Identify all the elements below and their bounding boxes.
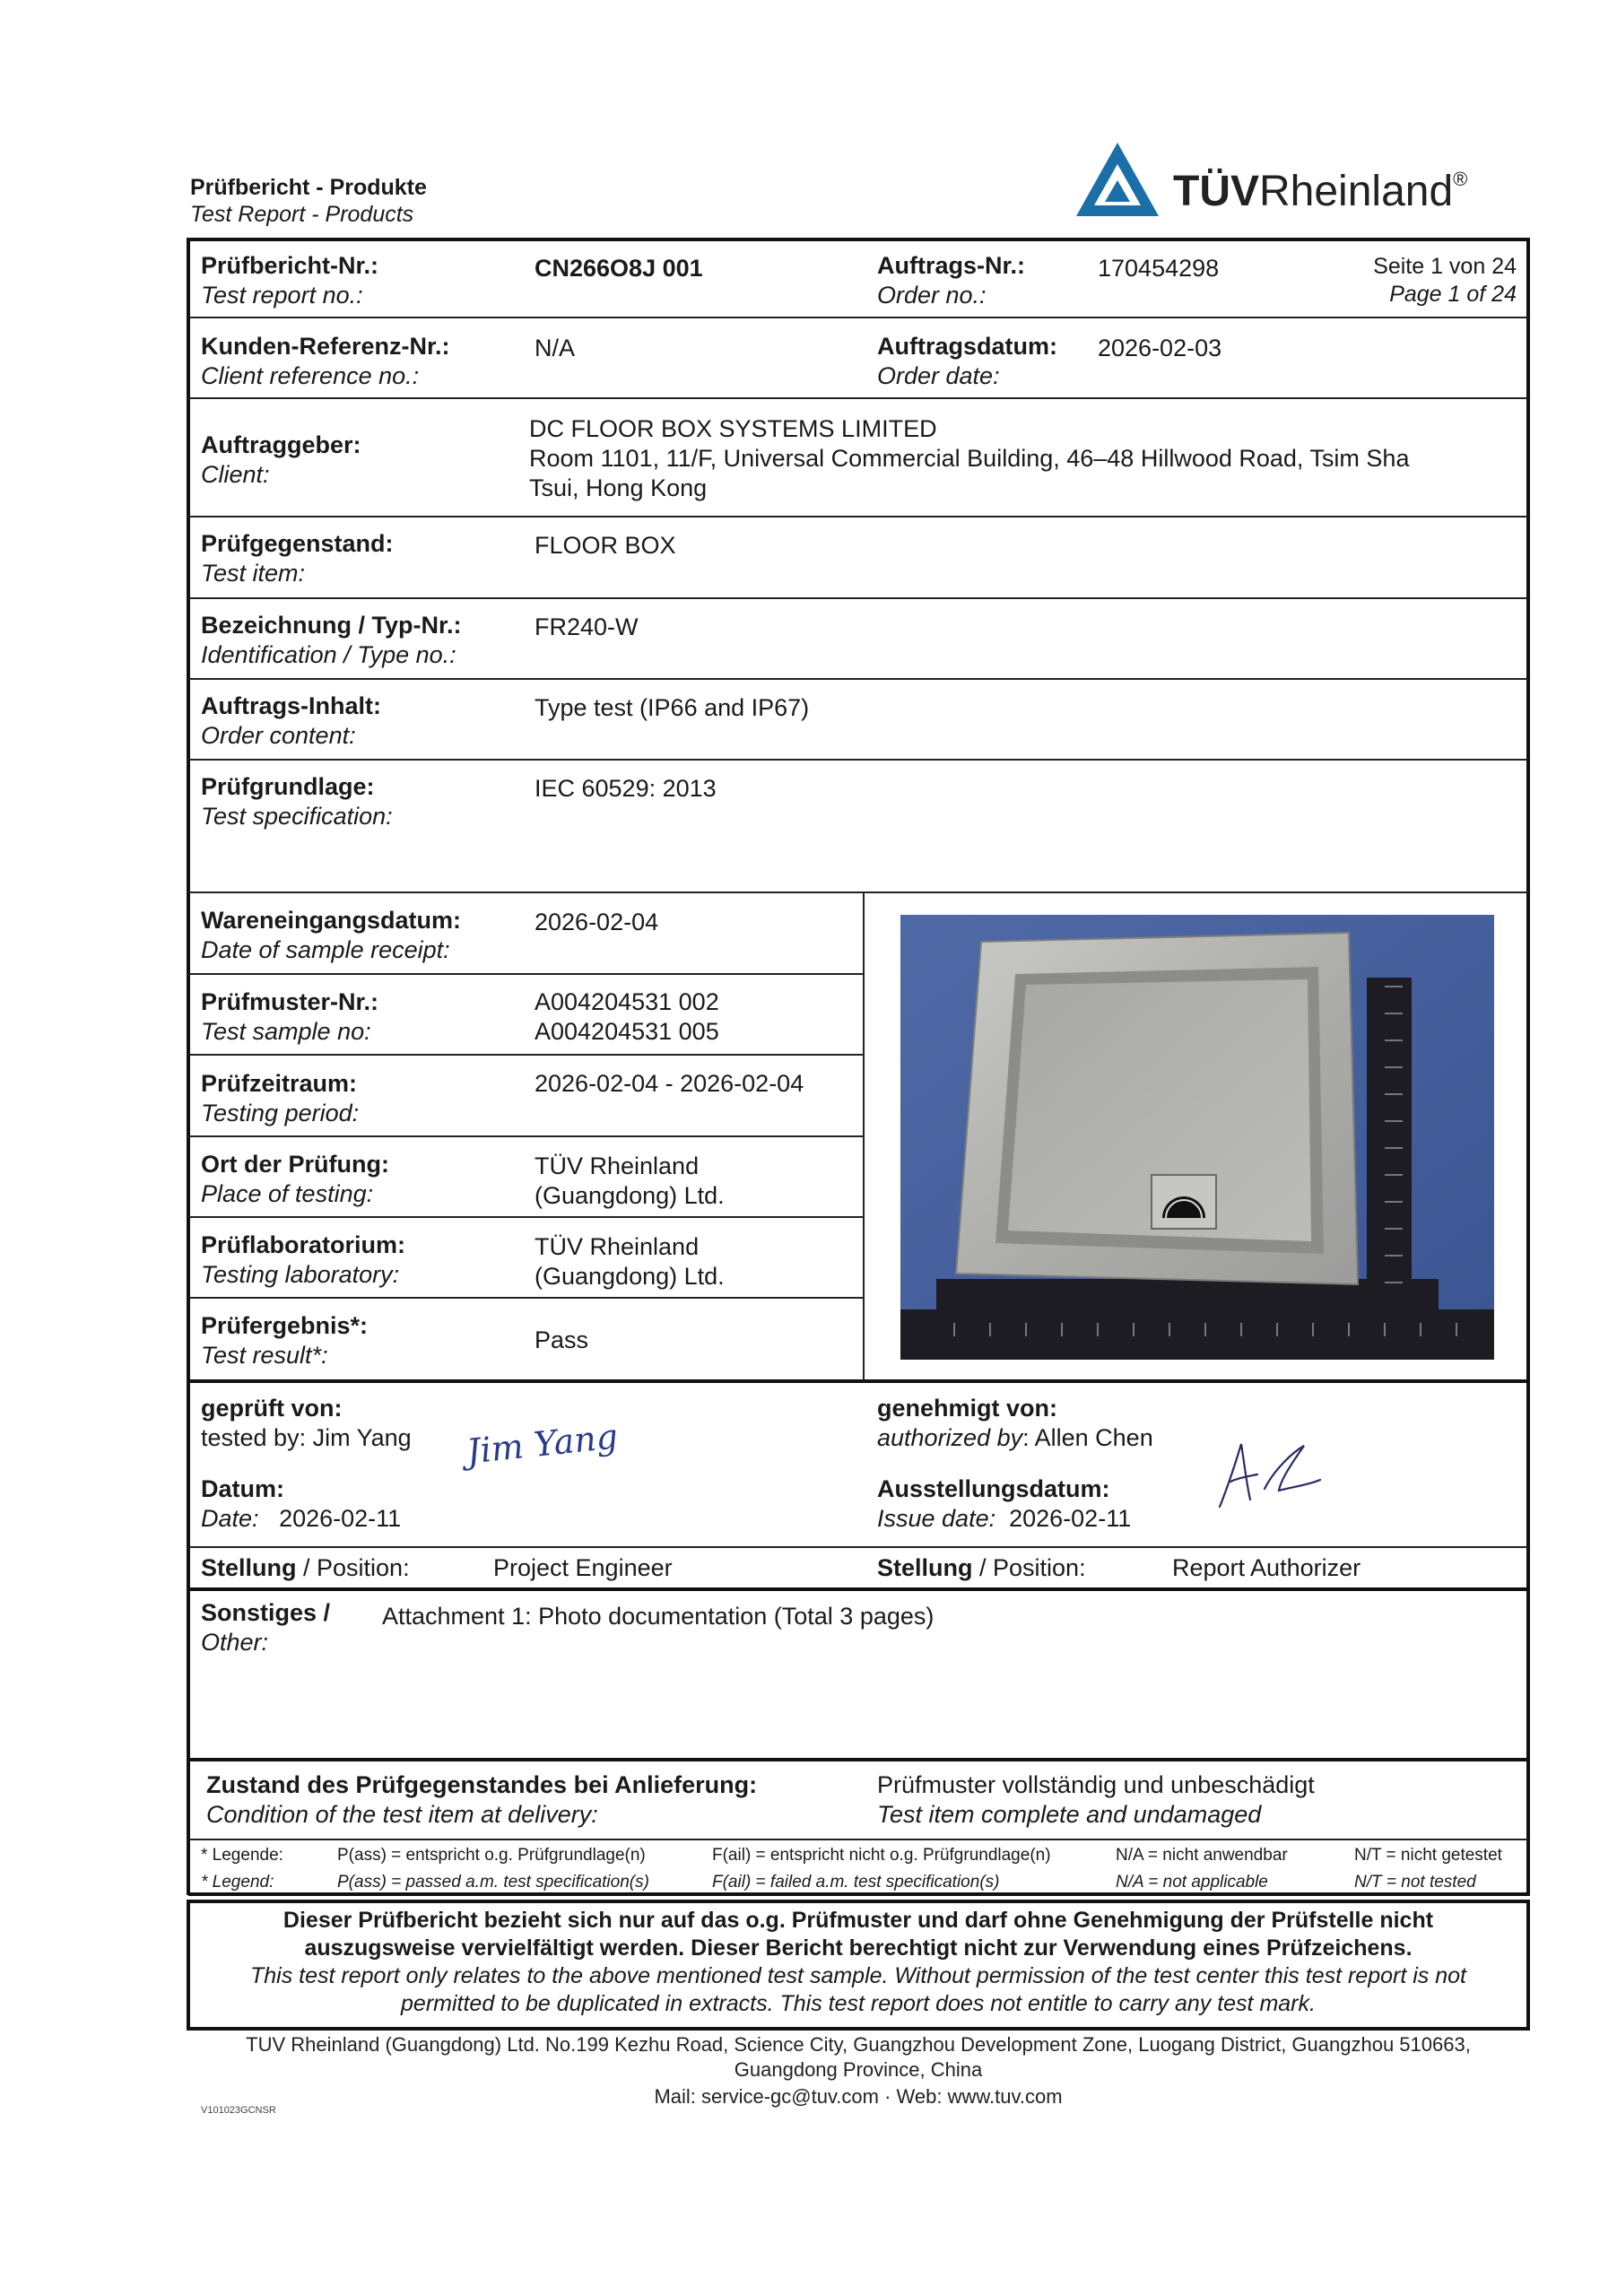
legend-nt-de: N/T = nicht getestet xyxy=(1354,1846,1502,1865)
row-divider xyxy=(188,759,1528,761)
legend-label-de: * Legende: xyxy=(201,1846,283,1865)
date-label-de: Datum: xyxy=(201,1475,284,1502)
authorized-by-label-de: genehmigt von: xyxy=(877,1395,1057,1422)
row-divider xyxy=(188,1379,1528,1383)
report-no-label-de: Prüfbericht-Nr.: xyxy=(201,252,379,279)
table-border-top xyxy=(187,238,1530,241)
condition-value-de: Prüfmuster vollständig und unbeschädigt xyxy=(877,1771,1315,1798)
tester-position-value: Project Engineer xyxy=(493,1554,673,1581)
page-number-en: Page 1 of 24 xyxy=(1389,282,1517,307)
test-result-value: Pass xyxy=(535,1326,589,1353)
client-name: DC FLOOR BOX SYSTEMS LIMITED xyxy=(529,415,937,442)
issue-date-label-de: Ausstellungsdatum: xyxy=(877,1475,1110,1502)
client-label-de: Auftraggeber: xyxy=(201,431,361,458)
sample-no-value-1: A004204531 002 xyxy=(535,988,719,1015)
tested-by-label-de: geprüft von: xyxy=(201,1395,343,1422)
footer-address-1: TUV Rheinland (Guangdong) Ltd. No.199 Kezhu Road, Science City, Guangzhou Development Zone, Luogang District, Guangzhou 510663, xyxy=(246,2033,1471,2056)
testing-period-value: 2026-02-04 - 2026-02-04 xyxy=(535,1070,804,1097)
row-divider xyxy=(188,597,1528,599)
row-divider xyxy=(188,317,1528,318)
tuv-logo-text: TÜVRheinland® xyxy=(1173,168,1468,215)
row-divider xyxy=(188,1758,1528,1761)
disclaimer-en-2: permitted to be duplicated in extracts. This test report does not entitle to carry any test mark. xyxy=(401,1991,1316,2016)
sample-no-label-de: Prüfmuster-Nr.: xyxy=(201,988,379,1015)
client-ref-label-en: Client reference no.: xyxy=(201,362,420,389)
issue-date-value: 2026-02-11 xyxy=(1009,1505,1132,1532)
tuv-logo-icon xyxy=(1073,139,1162,220)
date-value: 2026-02-11 xyxy=(279,1505,402,1532)
disclaimer-de-2: auszugsweise vervielfältigt werden. Dieser Bericht berechtigt nicht zur Verwendung eines Prüfzeichens. xyxy=(304,1935,1413,1961)
report-title-de: Prüfbericht - Produkte xyxy=(190,175,427,200)
type-label-en: Identification / Type no.: xyxy=(201,641,456,668)
authorizer-position-label: Stellung / Position: xyxy=(877,1554,1086,1581)
lab-label-de: Prüflaboratorium: xyxy=(201,1231,406,1258)
client-ref-label-de: Kunden-Referenz-Nr.: xyxy=(201,333,450,360)
sample-no-value-2: A004204531 005 xyxy=(535,1018,719,1045)
legend-fail-en: F(ail) = failed a.m. test specification(s) xyxy=(712,1873,1000,1892)
tested-by-name: Jim Yang xyxy=(312,1424,412,1451)
order-no-value: 170454298 xyxy=(1098,255,1220,282)
legend-pass-en: P(ass) = passed a.m. test specification(s) xyxy=(337,1873,649,1892)
row-divider xyxy=(188,1054,863,1056)
table-border-left xyxy=(187,238,190,1895)
row-divider xyxy=(188,1839,1528,1840)
type-label-de: Bezeichnung / Typ-Nr.: xyxy=(201,612,462,639)
order-content-value: Type test (IP66 and IP67) xyxy=(535,694,810,721)
test-item-value: FLOOR BOX xyxy=(535,532,676,559)
test-result-label-de: Prüfergebnis*: xyxy=(201,1312,369,1339)
tested-by-line: tested by: Jim Yang xyxy=(201,1424,412,1451)
order-content-label-en: Order content: xyxy=(201,722,356,749)
order-content-label-de: Auftrags-Inhalt: xyxy=(201,692,381,719)
report-no-label-en: Test report no.: xyxy=(201,282,363,309)
test-spec-label-de: Prüfgrundlage: xyxy=(201,773,375,800)
place-label-de: Ort der Prüfung: xyxy=(201,1151,389,1178)
other-value: Attachment 1: Photo documentation (Total 3 pages) xyxy=(382,1603,935,1630)
authorizer-position-value: Report Authorizer xyxy=(1172,1554,1361,1581)
client-address-line-2: Tsui, Hong Kong xyxy=(529,474,708,501)
legend-pass-de: P(ass) = entspricht o.g. Prüfgrundlage(n) xyxy=(337,1846,646,1865)
order-date-label-en: Order date: xyxy=(877,362,1000,389)
testing-period-label-de: Prüfzeitraum: xyxy=(201,1070,358,1097)
product-photo xyxy=(900,915,1494,1360)
page-number-de: Seite 1 von 24 xyxy=(1373,254,1517,279)
client-ref-value: N/A xyxy=(535,335,576,361)
disclaimer-en-1: This test report only relates to the above mentioned test sample. Without permission of the test center this test report is not xyxy=(250,1963,1466,1988)
client-label-en: Client: xyxy=(201,461,270,488)
footer-address-2: Guangdong Province, China xyxy=(734,2058,983,2081)
table-border-right xyxy=(1526,238,1530,1895)
sample-no-label-en: Test sample no: xyxy=(201,1018,371,1045)
tester-position-label: Stellung / Position: xyxy=(201,1554,410,1581)
test-spec-value: IEC 60529: 2013 xyxy=(535,775,717,802)
receipt-date-label-en: Date of sample receipt: xyxy=(201,936,450,963)
legend-na-en: N/A = not applicable xyxy=(1116,1873,1268,1892)
order-date-value: 2026-02-03 xyxy=(1098,335,1222,361)
test-item-label-de: Prüfgegenstand: xyxy=(201,530,394,557)
place-label-en: Place of testing: xyxy=(201,1180,374,1207)
date-line: Date: 2026-02-11 xyxy=(201,1505,402,1532)
row-divider xyxy=(188,1135,863,1137)
test-result-label-en: Test result*: xyxy=(201,1342,328,1369)
form-code: V101023GCNSR xyxy=(201,2105,276,2116)
issue-date-line: Issue date: 2026-02-11 xyxy=(877,1505,1132,1532)
row-divider xyxy=(188,891,1528,893)
row-divider xyxy=(188,973,863,975)
condition-value-en: Test item complete and undamaged xyxy=(877,1801,1262,1828)
row-divider xyxy=(188,1587,1528,1591)
receipt-date-label-de: Wareneingangsdatum: xyxy=(201,907,462,934)
authorized-by-line: authorized by: Allen Chen xyxy=(877,1424,1153,1451)
tester-signature: Jim Yang xyxy=(465,1416,620,1472)
legend-nt-en: N/T = not tested xyxy=(1354,1873,1476,1892)
order-date-label-de: Auftragsdatum: xyxy=(877,333,1057,360)
order-no-label-de: Auftrags-Nr.: xyxy=(877,252,1026,279)
row-divider xyxy=(188,678,1528,680)
other-label-de: Sonstiges / xyxy=(201,1599,331,1626)
footer-contact: Mail: service-gc@tuv.com · Web: www.tuv.com xyxy=(654,2085,1063,2108)
place-value-2: (Guangdong) Ltd. xyxy=(535,1182,725,1209)
legend-label-en: * Legend: xyxy=(201,1873,274,1892)
lab-label-en: Testing laboratory: xyxy=(201,1261,400,1288)
client-address-line-1: Room 1101, 11/F, Universal Commercial Building, 46–48 Hillwood Road, Tsim Sha xyxy=(529,445,1410,472)
report-no-value: CN266O8J 001 xyxy=(535,255,703,282)
row-divider xyxy=(188,1546,1528,1548)
condition-label-en: Condition of the test item at delivery: xyxy=(206,1801,598,1828)
row-divider xyxy=(188,397,1528,399)
testing-period-label-en: Testing period: xyxy=(201,1100,360,1126)
legend-na-de: N/A = nicht anwendbar xyxy=(1116,1846,1288,1865)
row-divider xyxy=(188,516,1528,517)
test-spec-label-en: Test specification: xyxy=(201,803,393,830)
place-value-1: TÜV Rheinland xyxy=(535,1152,700,1179)
condition-label-de: Zustand des Prüfgegenstandes bei Anlieferung: xyxy=(206,1771,758,1798)
test-item-label-en: Test item: xyxy=(201,560,306,587)
order-no-label-en: Order no.: xyxy=(877,282,987,309)
row-divider xyxy=(188,1216,863,1218)
report-title-en: Test Report - Products xyxy=(190,202,414,227)
row-divider xyxy=(188,1297,863,1299)
column-divider xyxy=(863,891,865,1381)
lab-value-1: TÜV Rheinland xyxy=(535,1233,700,1260)
type-value: FR240-W xyxy=(535,613,639,640)
authorized-by-name: Allen Chen xyxy=(1034,1424,1153,1451)
legend-fail-de: F(ail) = entspricht nicht o.g. Prüfgrundlage(n) xyxy=(712,1846,1051,1865)
disclaimer-de-1: Dieser Prüfbericht bezieht sich nur auf das o.g. Prüfmuster und darf ohne Genehmigung der Prüfstelle nicht xyxy=(283,1908,1434,1933)
other-label-en: Other: xyxy=(201,1629,269,1656)
receipt-date-value: 2026-02-04 xyxy=(535,909,659,935)
lab-value-2: (Guangdong) Ltd. xyxy=(535,1263,725,1290)
authorizer-signature-icon xyxy=(1211,1435,1327,1516)
